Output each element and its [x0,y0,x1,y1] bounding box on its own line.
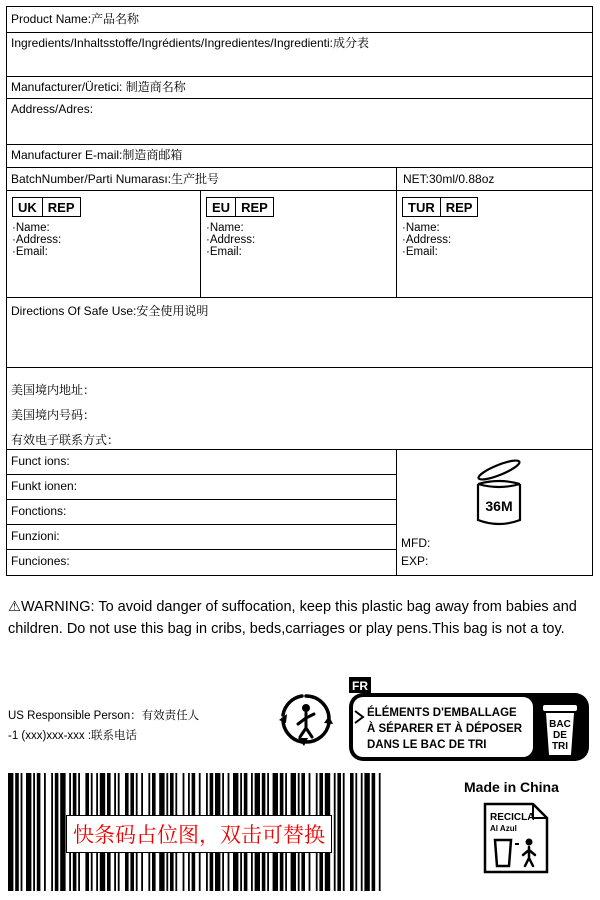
barcode-bar [44,773,46,891]
rep-address: ·Address: [12,234,62,246]
email-contact-label: 有效电子联系方式： [11,433,120,447]
net-cell [397,168,592,190]
fr-sorting-badge [347,677,593,765]
fr-line-2: À SÉPARER ET À DÉPOSER [367,723,523,735]
barcode-bar [55,773,59,891]
made-in-label: Made in China [464,779,559,795]
bin-line-3: TRI [551,741,569,752]
function-row: Funct ions: [7,450,396,475]
warning-text: ⚠WARNING: To avoid danger of suffocation, keep this plastic bag away from babies and children. Do not use this bag in cribs, beds,carriages or play pens.This bag is not a toy. [8,599,577,637]
us-person-line2: -1 (xxx)xxx-xxx :联系电话 [8,730,138,742]
barcode-bar [8,773,13,891]
exp-label: EXP: [401,554,429,568]
eu-rep-cell [201,191,397,297]
rep-name: ·Name: [402,222,440,234]
manufacturer-label: Manufacturer/Üretici: 制造商名称 [11,80,186,94]
us-address-label: 美国境内地址： [11,383,96,397]
barcode-bar [334,773,336,891]
barcode-bar [26,773,31,891]
barcode-bar [15,773,19,891]
barcode-bar [343,773,345,891]
address-label: Address/Adres: [11,102,94,116]
bin-line-1: BAC [549,719,571,730]
barcode [8,773,382,891]
product-name-label: Product Name:产品名称 [11,12,140,26]
function-row: Funciones: [11,554,70,568]
pao-label: 36M [485,498,513,514]
barcode-bar [21,773,23,891]
manufacturer-email-row [7,145,592,168]
recicla-icon [481,800,551,876]
rep-tag: REP [42,198,80,216]
rep-email: ·Email: [402,246,438,258]
rep-email: ·Email: [206,246,242,258]
ingredients-label: Ingredients/Inhaltsstoffe/Ingrédients/Ingredientes/Ingredienti:成分表 [11,36,369,50]
representatives-row [7,191,592,298]
label-table [6,6,593,576]
directions-label: Directions Of Safe Use:安全使用说明 [11,304,209,318]
barcode-bar [33,773,35,891]
fr-line-3: DANS LE BAC DE TRI [367,739,487,751]
mfd-label: MFD: [401,536,431,550]
manufacturer-row [7,77,592,99]
barcode-bar [37,773,41,891]
barcode-bar [350,773,354,891]
uk-rep-badge [12,197,81,217]
manufacturer-email-label: Manufacturer E-mail:制造商邮箱 [11,148,183,162]
directions-row [7,298,592,368]
rep-address: ·Address: [206,234,256,246]
ingredients-row [7,33,592,77]
barcode-bar [372,773,376,891]
product-name-row [7,7,592,33]
barcode-bar [364,773,369,891]
fr-country-label: FR [352,679,368,693]
barcode-bar [51,773,53,891]
function-row: Fonctions: [7,500,396,525]
us-responsible-person [8,706,199,746]
rep-country-code: UK [18,200,37,215]
pao-cell [397,450,592,575]
us-person-line1: US Responsible Person：有效责任人 [8,710,200,722]
tur-rep-cell [397,191,592,297]
open-jar-icon [469,454,529,534]
barcode-bar [361,773,363,891]
triman-recycle-icon [277,690,335,748]
barcode-bar [60,773,65,891]
address-row [7,99,592,145]
rep-tag: REP [235,198,273,216]
barcode-bar [379,773,381,891]
rep-country-code: EU [212,200,231,215]
us-number-label: 美国境内号码： [11,408,96,422]
uk-rep-cell [7,191,201,297]
bin-line-2: DE [553,730,567,741]
barcode-placeholder-text: 快条码占位图，双击可替换 [66,815,332,853]
rep-name: ·Name: [12,222,50,234]
barcode-bar [355,773,357,891]
us-info-row [7,368,592,450]
functions-row [7,450,592,575]
batch-row [7,168,592,191]
function-row: Funkt ionen: [7,475,396,500]
recicla-line-2: Al Azul [490,824,517,833]
function-row: Funzioni: [7,525,396,550]
recicla-line-1: RECICLA [490,812,535,823]
rep-email: ·Email: [12,246,48,258]
rep-tag: REP [440,198,478,216]
rep-name: ·Name: [206,222,244,234]
batch-number-label: BatchNumber/Parti Numarası:生产批号 [11,172,220,186]
barcode-bar [337,773,341,891]
functions-list [7,450,397,575]
batch-number-cell [7,168,397,190]
tur-rep-badge [402,197,478,217]
fr-line-1: ÉLÉMENTS D'EMBALLAGE [367,707,517,719]
rep-country-code: TUR [408,200,435,215]
rep-address: ·Address: [402,234,452,246]
eu-rep-badge [206,197,274,217]
net-label: NET:30ml/0.88oz [403,172,495,186]
